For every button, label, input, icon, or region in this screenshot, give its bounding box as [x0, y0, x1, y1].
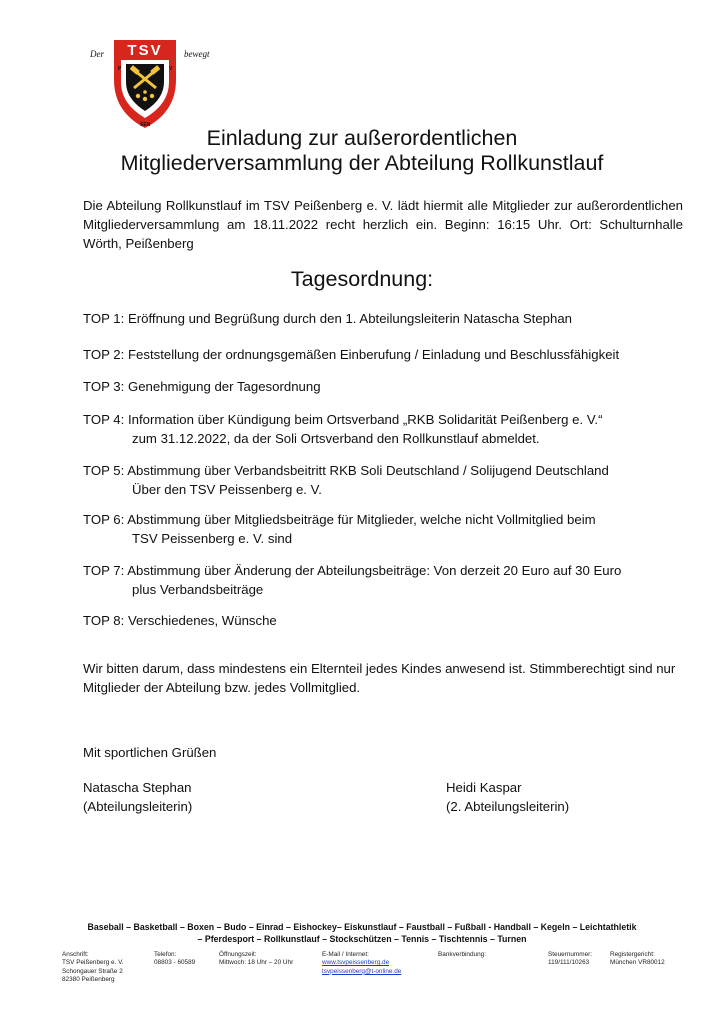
logo-suffix: bewegt	[184, 49, 210, 59]
agenda-item	[83, 345, 703, 364]
agenda-item	[83, 377, 703, 396]
address-line: Schongauer Straße 2	[62, 967, 123, 975]
logo-prefix: Der	[90, 49, 104, 59]
title-line-1: Einladung zur außerordentlichen	[206, 126, 518, 150]
greeting: Mit sportlichen Grüßen	[83, 745, 217, 760]
agenda-heading: Tagesordnung:	[290, 267, 434, 291]
tsv-crest-icon	[110, 40, 180, 130]
footer-sports-list	[40, 921, 684, 945]
signature-block-1	[83, 778, 192, 816]
signature-role: (2. Abteilungsleiterin)	[446, 799, 570, 814]
footer-label: Öffnungszeit:	[219, 951, 257, 958]
closing-paragraph: Wir bitten darum, dass mindestens ein Elternteil jedes Kindes anwesend ist. Stimmberechtigt sind nur Mitglieder der Abteilung bzw. jedes Vollmitglied.	[83, 661, 676, 695]
email-link[interactable]: tsvpeissenberg@t-online.de	[322, 967, 402, 975]
footer-label: E-Mail / Internet:	[322, 951, 369, 958]
document-title	[60, 126, 664, 176]
intro-paragraph: Die Abteilung Rollkunstlauf im TSV Peißenberg e. V. lädt hiermit alle Mitglieder zur außerordentlichen Mitgliederversammlung am 18.11.2022 recht herzlich ein. Beginn: 16:15 Uhr. Ort: Schulturnhalle Wörth, Peißenberg	[83, 198, 683, 251]
agenda-item-text: TOP 8: Verschiedenes, Wünsche	[83, 613, 277, 628]
agenda-item-text: TOP 6: Abstimmung über Mitgliedsbeiträge für Mitglieder, welche nicht Vollmitglied beim	[83, 512, 596, 527]
footer-label: Steuernummer:	[548, 951, 593, 958]
sports-line-2: – Pferdesport – Rollkunstlauf – Stockschützen – Tennis – Tischtennis – Turnen	[197, 934, 527, 944]
agenda-item-text: TOP 3: Genehmigung der Tagesordnung	[83, 379, 321, 394]
hours-value: Mittwoch: 18 Uhr – 20 Uhr	[219, 959, 294, 967]
tax-value: 119/111/10263	[548, 959, 590, 967]
footer-court	[610, 951, 665, 968]
website-link[interactable]: www.tsvpeissenberg.de	[322, 959, 390, 967]
agenda-item	[83, 461, 703, 499]
agenda-item	[83, 510, 703, 548]
signature-block-2	[446, 778, 569, 816]
agenda-item-continuation: TSV Peissenberg e. V. sind	[132, 531, 293, 546]
signature-role: (Abteilungsleiterin)	[83, 799, 193, 814]
signature-name: Natascha Stephan	[83, 780, 192, 795]
agenda-item-text: TOP 2: Feststellung der ordnungsgemäßen Einberufung / Einladung und Beschlussfähigkeit	[83, 347, 620, 362]
footer-address	[62, 951, 124, 985]
signature-name: Heidi Kaspar	[446, 780, 522, 795]
title-line-2: Mitgliederversammlung der Abteilung Rollkunstlauf	[120, 151, 604, 175]
agenda-item	[83, 561, 703, 599]
footer-label: Registergericht:	[610, 951, 655, 958]
phone-value: 08803 - 60589	[154, 959, 196, 967]
court-value: München VR80012	[610, 959, 665, 967]
footer-bank	[438, 951, 486, 959]
club-logo	[88, 40, 238, 130]
logo-name: TSV	[127, 42, 163, 59]
agenda-item-text: TOP 4: Information über Kündigung beim Ortsverband „RKB Solidarität Peißenberg e. V.“	[83, 412, 603, 427]
agenda-item-continuation: Über den TSV Peissenberg e. V.	[132, 482, 322, 497]
svg-text:SEN: SEN	[140, 122, 151, 128]
address-line: 82380 Peißenberg	[62, 976, 115, 984]
address-line: TSV Peißenberg e. V.	[62, 959, 124, 967]
footer-web	[322, 951, 401, 976]
agenda-item	[83, 410, 703, 448]
footer-tax	[548, 951, 592, 968]
agenda-item-text: TOP 1: Eröffnung und Begrüßung durch den 1. Abteilungsleiterin Natascha Stephan	[83, 311, 573, 326]
svg-text:V: V	[169, 66, 173, 72]
agenda-item-continuation: plus Verbandsbeiträge	[132, 582, 264, 597]
agenda-item-text: TOP 7: Abstimmung über Änderung der Abteilungsbeiträge: Von derzeit 20 Euro auf 30 Euro	[83, 563, 622, 578]
agenda-item	[83, 309, 703, 328]
footer-phone	[154, 951, 195, 968]
footer-label: Bankverbindung:	[438, 951, 486, 958]
svg-text:P: P	[118, 66, 122, 72]
sports-line-1: Baseball – Basketball – Boxen – Budo – Einrad – Eishockey– Eiskunstlauf – Faustball – Fußball - Handball – Kegeln – Leichtathletik	[87, 922, 637, 932]
footer-hours	[219, 951, 293, 968]
agenda-item-text: TOP 5: Abstimmung über Verbandsbeitritt RKB Soli Deutschland / Solijugend Deutschland	[83, 463, 609, 478]
footer-label: Telefon:	[154, 951, 177, 958]
agenda-item	[83, 611, 703, 630]
footer-label: Anschrift:	[62, 951, 89, 958]
agenda-item-continuation: zum 31.12.2022, da der Soli Ortsverband den Rollkunstlauf abmeldet.	[132, 431, 540, 446]
